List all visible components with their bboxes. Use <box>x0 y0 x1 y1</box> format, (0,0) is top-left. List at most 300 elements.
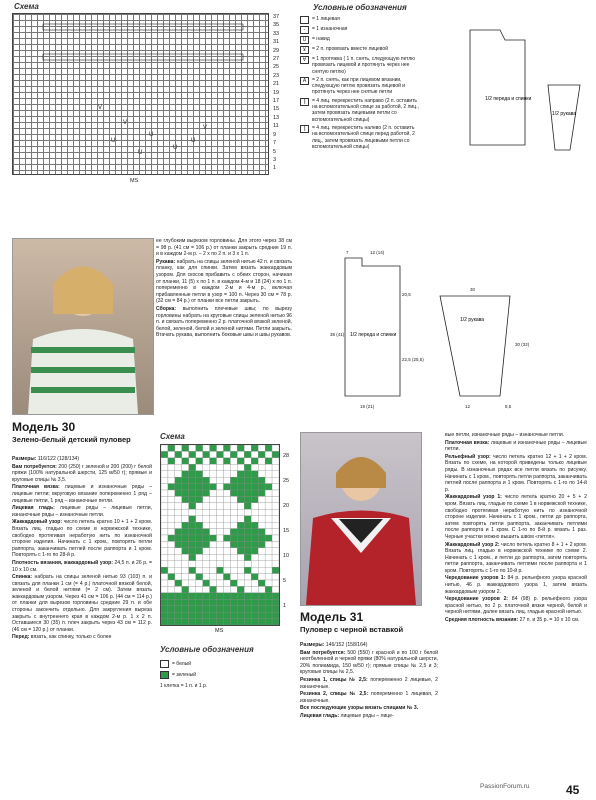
legend-item <box>300 77 420 96</box>
paragraph <box>445 575 587 595</box>
chart-cell <box>203 509 210 515</box>
chart-cell <box>182 593 189 599</box>
chart-cell <box>182 522 189 528</box>
chart-cell <box>175 464 182 470</box>
chart-cell <box>237 509 244 515</box>
chart-cell <box>244 503 251 509</box>
chart-cell <box>272 496 279 502</box>
chart-cell <box>272 503 279 509</box>
paragraph-heading: Средняя плотность вязания: <box>445 617 519 624</box>
chart-cell <box>217 496 224 502</box>
stitch-symbols <box>13 14 268 174</box>
paragraph-body: 24,5 п. и 26 р. = 10 х 10 см. <box>12 559 152 573</box>
chart-cell <box>258 567 265 573</box>
paragraph-heading: Все последующие узоры вязать спицами № 3. <box>300 705 419 712</box>
chart-cell <box>223 490 230 496</box>
svg-text:U: U <box>191 138 196 144</box>
chart-cell <box>189 599 196 605</box>
chart-cell <box>237 561 244 567</box>
chart-cell <box>265 612 272 618</box>
chart-cell <box>265 574 272 580</box>
chart-cell <box>244 619 251 625</box>
chart-cell <box>196 554 203 560</box>
chart-cell <box>182 586 189 592</box>
chart-cell <box>265 541 272 547</box>
chart-cell <box>161 471 168 477</box>
chart-cell <box>223 535 230 541</box>
chart-cell <box>251 541 258 547</box>
chart-cell <box>230 554 237 560</box>
chart-cell <box>265 548 272 554</box>
chart-cell <box>223 471 230 477</box>
paragraph-body: 27 п. и 35 р. = 10 х 10 см. <box>518 617 580 624</box>
chart-cell <box>168 451 175 457</box>
paragraph-body: лицевые ряды – лице- <box>339 712 394 719</box>
row-number: 37 <box>273 14 280 20</box>
chart-cell <box>189 580 196 586</box>
pattern-front-label-m30: 1/2 переда и спинки <box>350 332 397 338</box>
paragraph <box>12 505 152 518</box>
chart-cell <box>217 503 224 509</box>
chart-cell <box>230 509 237 515</box>
chart-cell <box>258 593 265 599</box>
chart-cell <box>265 522 272 528</box>
chart-cell <box>272 516 279 522</box>
chart-cell <box>168 535 175 541</box>
paragraph-heading: Резинка 1, спицы № 2,5: <box>300 676 368 683</box>
row-number: 29 <box>273 47 280 54</box>
legend-text: 1 клетка = 1 п. и 1 р. <box>160 683 208 689</box>
chart-cell <box>175 567 182 573</box>
paragraph-body: набрать на спицы зеленой нитью 93 (103) п. и связать для планки 1 см (= 4 р.) платочной вязкой белой, зеленой и белой нитями (= 2 см). Затем вязать жаккардовым узором. Через 41 см = 106 р. (44 см = 114 р.) от планки для вырезов горловины средние 29 п. и обе стороны закончить отдельно. Для закругления выреза закрыть с внутреннего края в каждом 2-м р. 1 х 2 п. Оставшиеся 30 (35) п. плеч закрыть через 43 см = 112 р. (46 см = 120 р.) от планки. <box>12 574 152 633</box>
chart-row-number: 28 <box>283 453 290 459</box>
chart-cell <box>244 548 251 554</box>
legend-symbol-icon <box>300 16 309 24</box>
chart-cell <box>182 516 189 522</box>
chart-cell <box>182 561 189 567</box>
chart-cell <box>251 522 258 528</box>
chart-cell <box>223 484 230 490</box>
legend-item <box>300 26 420 34</box>
row-numbers-top <box>273 13 279 173</box>
chart-cell <box>258 580 265 586</box>
chart-cell <box>182 496 189 502</box>
chart-cell <box>189 541 196 547</box>
legend-text: = 1 протяжка ( 1 п. снять, следующую петлю провязать лицевой и протянуть через нее снятую петлю) <box>312 56 416 75</box>
row-number: 19 <box>273 89 280 96</box>
dim-5: 19 (21) <box>360 404 375 409</box>
chart-cell <box>189 554 196 560</box>
chart-cell <box>265 561 272 567</box>
chart-cell <box>196 561 203 567</box>
chart-cell <box>161 490 168 496</box>
chart-cell <box>265 567 272 573</box>
chart-cell <box>189 516 196 522</box>
paragraph-heading: Лицевая гладь: <box>300 712 340 719</box>
chart-cell <box>161 503 168 509</box>
chart-cell <box>203 574 210 580</box>
paragraph-heading: Резинка 2, спицы № 2,5: <box>300 691 369 698</box>
chart-cell <box>251 484 258 490</box>
chart-cell <box>272 490 279 496</box>
chart-cell <box>217 477 224 483</box>
paragraph <box>12 574 152 633</box>
stitch-chart-top <box>12 13 269 175</box>
svg-text:U: U <box>111 138 116 144</box>
model31-photo <box>300 432 422 606</box>
legend-model30 <box>160 660 290 693</box>
chart-cell <box>161 586 168 592</box>
legend-item <box>300 36 420 44</box>
chart-cell <box>237 516 244 522</box>
dim-6: 30 <box>470 287 476 292</box>
chart-cell <box>182 484 189 490</box>
chart-cell <box>237 445 244 451</box>
chart-cell <box>251 548 258 554</box>
chart-cell <box>196 548 203 554</box>
chart-cell <box>175 490 182 496</box>
chart-cell <box>210 580 217 586</box>
legend-symbol-icon: - <box>300 26 309 34</box>
chart-cell <box>196 484 203 490</box>
chart-cell <box>258 503 265 509</box>
row-number: 35 <box>273 22 280 29</box>
jacquard-chart-model30 <box>160 444 280 626</box>
chart-cell <box>210 516 217 522</box>
chart-cell <box>272 606 279 612</box>
chart-cell <box>244 458 251 464</box>
chart-cell <box>265 464 272 470</box>
row-number: 7 <box>273 140 277 147</box>
chart-cell <box>251 471 258 477</box>
svg-text:U: U <box>173 145 178 151</box>
chart-cell <box>223 567 230 573</box>
chart-cell <box>265 477 272 483</box>
chart-cell <box>244 509 251 515</box>
chart-cell <box>237 490 244 496</box>
chart-cell <box>161 593 168 599</box>
chart-cell <box>175 484 182 490</box>
paragraph-heading: Вам потребуется: <box>300 649 346 656</box>
pattern-pieces-top <box>430 10 590 160</box>
chart-cell <box>175 561 182 567</box>
paragraph-heading: Чередование узоров 1: <box>445 575 506 582</box>
chart-cell <box>223 529 230 535</box>
paragraph-heading: Платочная вязка: <box>445 439 490 446</box>
row-number: 1 <box>273 165 277 172</box>
chart-cell <box>168 612 175 618</box>
chart-cell <box>168 477 175 483</box>
chart-cell <box>230 464 237 470</box>
chart-cell <box>237 606 244 612</box>
chart-cell <box>230 567 237 573</box>
chart-cell <box>196 451 203 457</box>
chart-cell <box>168 580 175 586</box>
chart-cell <box>230 529 237 535</box>
chart-cell <box>217 451 224 457</box>
paragraph-body: выполнить плечевые швы; по вырезу горловины набрать на круговые спицы зеленой нитью 96 п. и связать попеременно 2 р. платочной вязкой зеленой, белой, зеленой, белой и зеленой нитями. Петли закрыть. Втачать рукава, выполнить боковые швы и швы рукавов. <box>156 305 293 339</box>
chart-cell <box>189 612 196 618</box>
chart-cell <box>258 612 265 618</box>
chart-cell <box>251 458 258 464</box>
chart-cell <box>244 477 251 483</box>
chart-cell <box>251 509 258 515</box>
chart-cell <box>230 490 237 496</box>
chart-cell <box>210 509 217 515</box>
chart-cell <box>161 599 168 605</box>
legend-symbol-icon: ⫿ <box>300 125 309 133</box>
paragraph <box>445 440 587 453</box>
legend-item <box>300 98 420 123</box>
chart-cell <box>272 548 279 554</box>
chart-cell <box>230 561 237 567</box>
chart-cell <box>161 612 168 618</box>
legend-item <box>300 125 420 150</box>
chart-cell <box>182 567 189 573</box>
chart-row-number: 10 <box>283 553 290 559</box>
paragraph <box>445 542 587 575</box>
chart-cell <box>196 612 203 618</box>
chart-cell <box>182 599 189 605</box>
chart-cell <box>175 548 182 554</box>
chart-cell <box>223 548 230 554</box>
dim-7: 30 (32) <box>515 342 530 347</box>
paragraph-body: лицевые ряды – лицевые петли, изнаночные ряды – изнаночные петли. <box>12 505 152 518</box>
chart-cell <box>223 496 230 502</box>
chart-cell <box>168 606 175 612</box>
chart-cell <box>210 471 217 477</box>
chart-cell <box>210 599 217 605</box>
paragraph <box>445 494 587 540</box>
paragraph <box>445 596 587 616</box>
chart-cell <box>272 612 279 618</box>
model31-subtitle: Пуловер с черной вставкой <box>300 625 404 634</box>
watermark: PassionForum.ru <box>480 783 530 790</box>
paragraph <box>300 713 438 720</box>
chart-cell <box>237 496 244 502</box>
chart-cell <box>237 599 244 605</box>
chart-cell <box>244 599 251 605</box>
chart-cell <box>189 535 196 541</box>
dim-9: 8,5 <box>505 404 512 409</box>
chart-cell <box>237 451 244 457</box>
paragraph <box>12 484 152 504</box>
chart-cell <box>175 541 182 547</box>
chart-cell <box>237 458 244 464</box>
chart-cell <box>175 509 182 515</box>
chart-cell <box>161 535 168 541</box>
paragraph <box>445 617 587 624</box>
chart-cell <box>258 619 265 625</box>
chart-cell <box>230 484 237 490</box>
legend-symbol-icon: ⫿ <box>300 98 309 106</box>
model30-heading: Модель 30 <box>12 420 76 434</box>
chart-cell <box>244 580 251 586</box>
chart-row-number: 5 <box>283 578 287 584</box>
paragraph-body: число петель кратно 10 + 1 + 2 кром. Вязать лиц. гладью по схеме в норвежской технике, свободно протягивая неработую нить по изнаночной стороне изделия. Начинать с 1 кром., повторять петли раппорта, заканчивать петлей после раппорта и 1 кром. Повторять с 1-го по 28-й р. <box>12 519 152 559</box>
chart-cell <box>175 619 182 625</box>
paragraph <box>12 519 152 559</box>
chart-cell <box>182 451 189 457</box>
chart-cell <box>223 445 230 451</box>
paragraph-heading: Сборка: <box>156 305 177 312</box>
chart-row-number: 1 <box>283 603 287 609</box>
chart-cell <box>210 548 217 554</box>
chart-cell <box>230 445 237 451</box>
legend-text: = 4 лиц. перекрестить налево (2 п. оставить на вспомогательной спице перед работой, 2 лиц., затем провязать лицевыми петли со вспомогательной спицы) <box>312 124 415 150</box>
jacquard-grid <box>161 445 279 625</box>
chart-cell <box>223 599 230 605</box>
chart-cell <box>182 535 189 541</box>
chart-cell <box>175 496 182 502</box>
paragraph <box>445 432 587 439</box>
chart-cell <box>258 548 265 554</box>
row-numbers-model30 <box>283 444 289 619</box>
chart-cell <box>168 484 175 490</box>
dim-4: 22,5 (25,5) <box>402 357 424 362</box>
chart-cell <box>189 477 196 483</box>
paragraph-heading: Жаккардовый узор: <box>12 519 63 526</box>
paragraph-heading: Жаккардовый узор 1: <box>445 494 502 501</box>
chart-cell <box>175 529 182 535</box>
paragraph <box>156 306 292 339</box>
legend-symbol-icon: U <box>300 36 309 44</box>
chart-cell <box>196 529 203 535</box>
chart-cell <box>251 477 258 483</box>
chart-cell <box>272 554 279 560</box>
chart-cell <box>161 619 168 625</box>
chart-cell <box>223 561 230 567</box>
legend-text: = 2 п. снять, как при лицевом вязании, следующую петлю провязать лицевой и протянуть через нее снятые петли <box>312 76 406 96</box>
paragraph-body: 116/122 (128/134) <box>36 456 80 462</box>
paragraph-body: 200 (250) г зеленой и 200 (200) г белой пряжи (100% натуральной шерсти, 125 м/50 г); прямые и круговые спицы № 3,5. <box>12 463 152 483</box>
chart-cell <box>196 535 203 541</box>
chart-cell <box>265 484 272 490</box>
paragraph <box>445 454 587 494</box>
chart-cell <box>210 477 217 483</box>
chart-cell <box>175 612 182 618</box>
model31-text-col2 <box>445 432 587 625</box>
paragraph-body: 146/152 (158/164) <box>324 642 368 648</box>
chart-cell <box>237 529 244 535</box>
paragraph-body: число петель кратно 12 + 1 + 2 кром. Вязать по схеме, на которой приведены только лицевые ряды. В изнаночных рядах все петли вязать по рисунку. Начинать с 1 кром., повторять петли раппорта, заканчивать петлей после раппорта и 1 кром. Повторять с 1-го по 14-й р. <box>445 453 587 493</box>
svg-text:-: - <box>75 90 77 96</box>
chart-cell <box>265 516 272 522</box>
paragraph <box>300 705 438 712</box>
chart-cell <box>168 529 175 535</box>
chart-cell <box>237 541 244 547</box>
chart-cell <box>203 496 210 502</box>
chart-cell <box>161 606 168 612</box>
chart-cell <box>210 458 217 464</box>
chart-cell <box>217 529 224 535</box>
chart-cell <box>175 574 182 580</box>
chart-cell <box>161 541 168 547</box>
chart-cell <box>237 464 244 470</box>
chart-cell <box>230 548 237 554</box>
chart-cell <box>272 580 279 586</box>
chart-cell <box>265 554 272 560</box>
chart-cell <box>223 554 230 560</box>
chart-cell <box>196 445 203 451</box>
chart-cell <box>189 606 196 612</box>
chart-cell <box>210 619 217 625</box>
chart-cell <box>182 529 189 535</box>
paragraph-body: ее глубоким вырезом горловины. Для этого через 38 см = 98 р. (41 см = 106 р.) от планки закрыть средние 19 п. и в каждом 2-м р. – 2 х по 2 п. и 3 х 1 п. <box>156 238 292 258</box>
chart-cell <box>203 503 210 509</box>
row-number: 5 <box>273 148 277 155</box>
chart-cell <box>210 535 217 541</box>
chart-cell <box>223 509 230 515</box>
chart-cell <box>210 484 217 490</box>
ms-label-model30: MS <box>215 628 224 634</box>
chart-cell <box>182 464 189 470</box>
chart-cell <box>223 612 230 618</box>
chart-cell <box>189 458 196 464</box>
chart-cell <box>210 593 217 599</box>
chart-cell <box>168 561 175 567</box>
chart-cell <box>203 451 210 457</box>
chart-cell <box>258 561 265 567</box>
chart-cell <box>182 503 189 509</box>
chart-cell <box>168 548 175 554</box>
chart-cell <box>223 477 230 483</box>
chart-cell <box>265 458 272 464</box>
chart-cell <box>182 477 189 483</box>
legend-text: = 1 изнаночная <box>312 26 348 32</box>
chart-cell <box>237 471 244 477</box>
chart-cell <box>161 529 168 535</box>
chart-cell <box>258 606 265 612</box>
chart-cell <box>203 586 210 592</box>
chart-cell <box>203 593 210 599</box>
chart-cell <box>189 445 196 451</box>
chart-cell <box>182 548 189 554</box>
chart-cell <box>217 574 224 580</box>
chart-cell <box>251 464 258 470</box>
chart-cell <box>265 509 272 515</box>
chart-cell <box>182 445 189 451</box>
chart-cell <box>230 612 237 618</box>
chart-cell <box>196 509 203 515</box>
legend-text: = 1 лицевая <box>312 16 340 22</box>
chart-cell <box>251 619 258 625</box>
chart-cell <box>203 567 210 573</box>
chart-cell <box>258 516 265 522</box>
chart-cell <box>223 464 230 470</box>
chart-cell <box>203 580 210 586</box>
chart-cell <box>168 464 175 470</box>
chart-cell <box>196 464 203 470</box>
chart-cell <box>203 458 210 464</box>
paragraph-heading: Платочная вязка: <box>12 484 60 491</box>
chart-cell <box>265 490 272 496</box>
chart-cell <box>230 451 237 457</box>
chart-cell <box>223 541 230 547</box>
paragraph <box>12 464 152 484</box>
chart-cell <box>237 612 244 618</box>
chart-cell <box>272 567 279 573</box>
dim-1: 12 (14) <box>370 250 385 255</box>
chart-cell <box>168 574 175 580</box>
chart-cell <box>182 509 189 515</box>
chart-cell <box>230 586 237 592</box>
chart-cell <box>272 464 279 470</box>
chart-cell <box>203 606 210 612</box>
chart-cell <box>223 516 230 522</box>
chart-cell <box>161 548 168 554</box>
chart-cell <box>258 574 265 580</box>
